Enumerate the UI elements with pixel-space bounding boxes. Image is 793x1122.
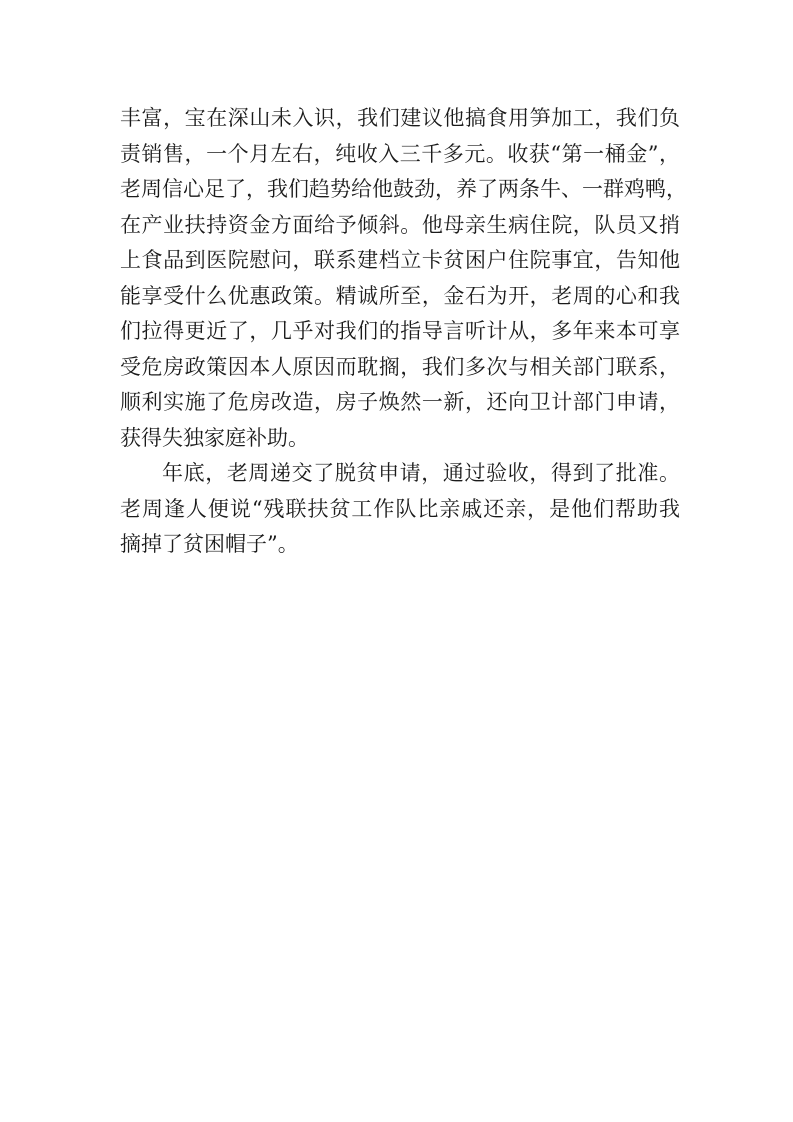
text-line: 能享受什么优惠政策。精诚所至，金石为开，老周的心和我 (120, 283, 680, 308)
text-line: 们拉得更近了，几乎对我们的指导言听计从，多年来本可享 (120, 319, 680, 343)
body-text (120, 101, 687, 563)
text-line: 获得失独家庭补助。 (120, 425, 309, 450)
text-line: 年底，老周递交了脱贫申请，通过验收，得到了批准。 (162, 461, 680, 485)
text-line: 丰富，宝在深山未入识，我们建议他搞食用笋加工，我们负 (120, 106, 680, 130)
text-line: 摘掉了贫困帽子”。 (120, 532, 299, 556)
text-line: 老周信心足了，我们趋势给他鼓劲，养了两条牛、一群鸡鸭， (120, 177, 687, 201)
text-line: 老周逢人便说“残联扶贫工作队比亲戚还亲，是他们帮助我 (120, 496, 680, 521)
paragraph-1 (120, 101, 687, 456)
text-line: 受危房政策因本人原因而耽搁，我们多次与相关部门联系， (120, 354, 680, 379)
text-line: 上食品到医院慰问，联系建档立卡贫困户住院事宜，告知他 (120, 248, 680, 272)
text-line: 在产业扶持资金方面给予倾斜。他母亲生病住院，队员又捎 (120, 212, 680, 237)
paragraph-2 (120, 456, 680, 563)
text-line: 责销售，一个月左右，纯收入三千多元。收获“第一桶金”， (120, 141, 680, 166)
text-line: 顺利实施了危房改造，房子焕然一新，还向卫计部门申请， (120, 390, 680, 414)
